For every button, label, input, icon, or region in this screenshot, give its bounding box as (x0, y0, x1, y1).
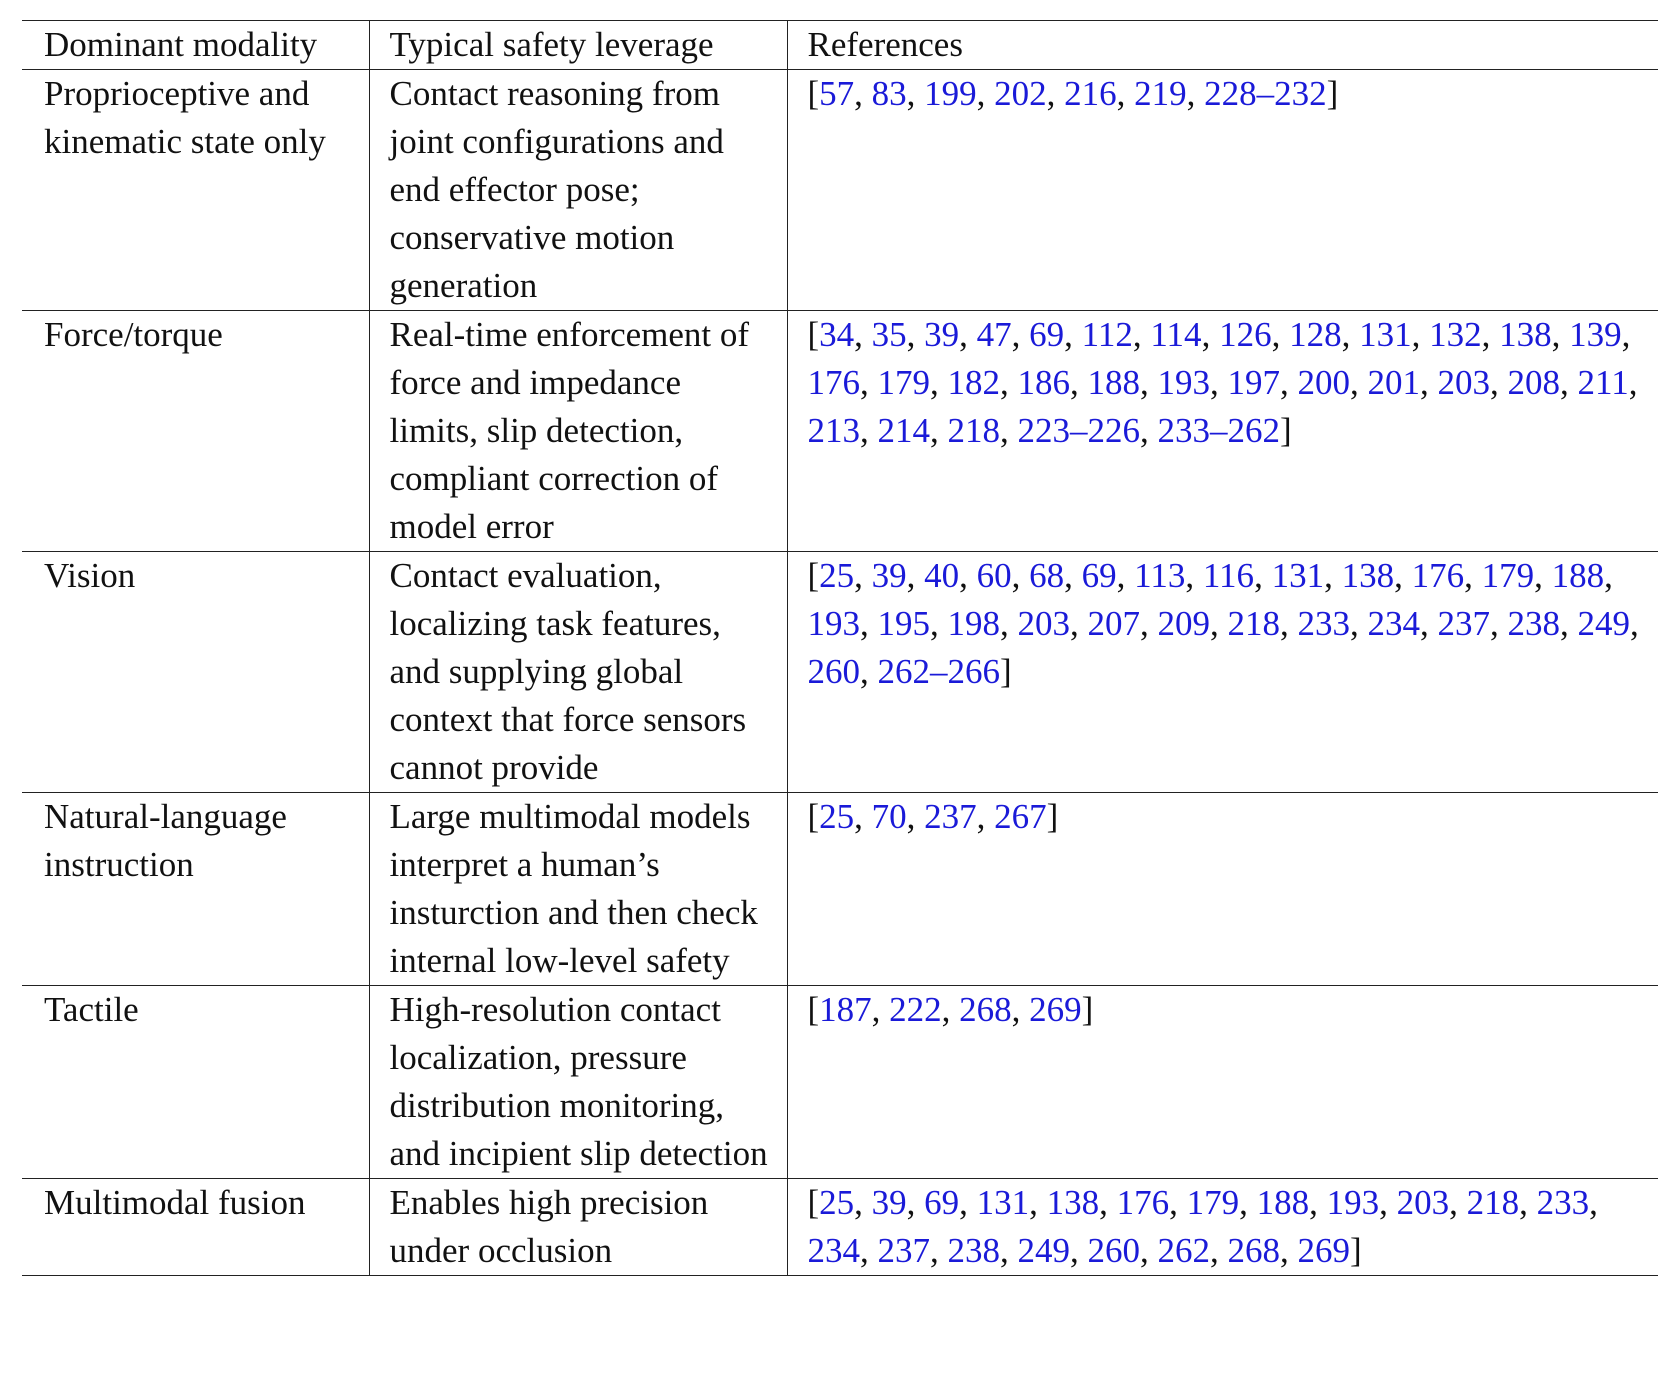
bracket-close: ] (1046, 797, 1059, 836)
reference-link[interactable]: 249 (1017, 1231, 1070, 1270)
leverage-cell: Large multimodal models interpret a human’s insturction and then check internal low-level safety (369, 793, 787, 986)
header-typical-safety-leverage: Typical safety leverage (369, 21, 787, 70)
reference-separator: , (1271, 315, 1290, 354)
modality-cell: Tactile (22, 986, 369, 1179)
reference-separator: , (1411, 315, 1430, 354)
reference-link[interactable]: 126 (1219, 315, 1272, 354)
bracket-close: ] (1326, 74, 1339, 113)
references-cell (787, 311, 1658, 552)
reference-link[interactable]: 70 (871, 797, 907, 836)
reference-link[interactable]: 34 (819, 315, 855, 354)
reference-separator: , (1379, 1183, 1397, 1222)
table-row (22, 986, 1658, 1179)
leverage-cell: Real-time enforcement of force and impedance limits, slip detection, compliant correction of model error (369, 311, 787, 552)
bracket-close: ] (1081, 990, 1094, 1029)
reference-link[interactable]: 131 (976, 1183, 1030, 1222)
reference-link[interactable]: 195 (877, 604, 930, 643)
reference-separator: , (1254, 556, 1272, 595)
reference-link[interactable]: 188 (1551, 556, 1605, 595)
reference-separator: , (1621, 315, 1631, 354)
reference-separator: , (1534, 556, 1552, 595)
reference-link[interactable]: 69 (924, 1183, 960, 1222)
reference-link[interactable]: 238 (947, 1231, 1000, 1270)
bracket-open: [ (807, 74, 820, 113)
reference-link[interactable]: 222 (889, 990, 942, 1029)
reference-separator: , (1420, 604, 1438, 643)
reference-link[interactable]: 179 (1186, 1183, 1240, 1222)
reference-separator: , (1070, 1231, 1088, 1270)
reference-separator: , (976, 797, 995, 836)
reference-link[interactable]: 214 (877, 411, 930, 450)
reference-separator: , (976, 74, 995, 113)
reference-separator: , (1070, 363, 1088, 402)
bracket-close: ] (1350, 1231, 1362, 1270)
reference-link[interactable]: 203 (1437, 363, 1490, 402)
modality-cell: Force/torque (22, 311, 369, 552)
reference-separator: , (1210, 604, 1228, 643)
reference-link[interactable]: 219 (1134, 74, 1187, 113)
reference-link[interactable]: 138 (1341, 556, 1395, 595)
reference-link[interactable]: 223–226 (1017, 411, 1140, 450)
reference-separator: , (1604, 556, 1613, 595)
bracket-close: ] (1280, 411, 1292, 450)
reference-link[interactable]: 218 (1466, 1183, 1520, 1222)
reference-link[interactable]: 238 (1507, 604, 1560, 643)
table-container (22, 20, 1658, 1276)
references-cell (787, 70, 1658, 311)
reference-link[interactable]: 234 (807, 1231, 860, 1270)
reference-separator: , (959, 315, 977, 354)
reference-link[interactable]: 193 (1157, 363, 1210, 402)
reference-link[interactable]: 237 (877, 1231, 930, 1270)
references-cell (787, 986, 1658, 1179)
leverage-cell: Enables high precision under occlusion (369, 1179, 787, 1276)
reference-link[interactable]: 233 (1536, 1183, 1590, 1222)
reference-link[interactable]: 139 (1569, 315, 1622, 354)
reference-link[interactable]: 25 (819, 1183, 855, 1222)
reference-link[interactable]: 182 (947, 363, 1000, 402)
reference-separator: , (1000, 411, 1018, 450)
reference-link[interactable]: 47 (976, 315, 1012, 354)
reference-link[interactable]: 218 (947, 411, 1000, 450)
reference-separator: , (1116, 556, 1135, 595)
reference-separator: , (1132, 315, 1151, 354)
reference-separator: , (1185, 556, 1203, 595)
reference-separator: , (1280, 363, 1298, 402)
reference-separator: , (906, 74, 925, 113)
reference-separator: , (1309, 1183, 1327, 1222)
reference-link[interactable]: 39 (871, 1183, 907, 1222)
reference-separator: , (854, 797, 872, 836)
reference-separator: , (860, 363, 878, 402)
reference-separator: , (1394, 556, 1412, 595)
reference-separator: , (1201, 315, 1220, 354)
reference-separator: , (1064, 556, 1082, 595)
modality-cell: Vision (22, 552, 369, 793)
reference-link[interactable]: 176 (1116, 1183, 1170, 1222)
reference-link[interactable]: 83 (871, 74, 907, 113)
reference-link[interactable]: 209 (1157, 604, 1210, 643)
reference-link[interactable]: 268 (959, 990, 1012, 1029)
reference-separator: , (1070, 604, 1088, 643)
reference-link[interactable]: 69 (1081, 556, 1117, 595)
reference-separator: , (1519, 1183, 1537, 1222)
reference-separator: , (1140, 411, 1158, 450)
reference-separator: , (854, 1183, 872, 1222)
reference-separator: , (930, 411, 948, 450)
reference-link[interactable]: 203 (1396, 1183, 1450, 1222)
reference-link[interactable]: 187 (819, 990, 872, 1029)
reference-separator: , (1350, 363, 1368, 402)
reference-separator: , (1210, 363, 1228, 402)
reference-separator: , (1140, 363, 1158, 402)
bracket-open: [ (807, 797, 820, 836)
table-row (22, 70, 1658, 311)
reference-separator: , (1140, 1231, 1158, 1270)
leverage-cell: Contact evaluation, localizing task features, and supplying global context that force sensors cannot provide (369, 552, 787, 793)
reference-link[interactable]: 39 (924, 315, 960, 354)
reference-separator: , (906, 315, 925, 354)
reference-link[interactable]: 113 (1134, 556, 1186, 595)
reference-link[interactable]: 193 (807, 604, 860, 643)
reference-separator: , (1560, 604, 1578, 643)
reference-separator: , (1011, 990, 1030, 1029)
reference-link[interactable]: 25 (819, 797, 855, 836)
reference-link[interactable]: 179 (877, 363, 930, 402)
reference-separator: , (1350, 604, 1368, 643)
reference-separator: , (860, 411, 878, 450)
reference-separator: , (941, 990, 960, 1029)
reference-separator: , (1560, 363, 1578, 402)
reference-link[interactable]: 207 (1087, 604, 1140, 643)
reference-link[interactable]: 35 (871, 315, 907, 354)
reference-separator: , (1551, 315, 1570, 354)
reference-link[interactable]: 57 (819, 74, 855, 113)
bracket-close: ] (1000, 652, 1012, 691)
reference-link[interactable]: 200 (1297, 363, 1350, 402)
reference-link[interactable]: 39 (871, 556, 907, 595)
references-cell (787, 793, 1658, 986)
reference-link[interactable]: 202 (994, 74, 1047, 113)
reference-separator: , (1011, 315, 1030, 354)
reference-separator: , (959, 556, 977, 595)
reference-separator: , (1011, 556, 1030, 595)
reference-separator: , (1341, 315, 1360, 354)
reference-separator: , (871, 990, 890, 1029)
reference-link[interactable]: 176 (1411, 556, 1465, 595)
reference-link[interactable]: 60 (976, 556, 1012, 595)
reference-link[interactable]: 131 (1271, 556, 1325, 595)
reference-link[interactable]: 267 (994, 797, 1047, 836)
modality-cell: Multimodal fusion (22, 1179, 369, 1276)
table-row (22, 552, 1658, 793)
reference-link[interactable]: 269 (1297, 1231, 1350, 1270)
reference-link[interactable]: 138 (1499, 315, 1552, 354)
reference-separator: , (1280, 604, 1298, 643)
reference-link[interactable]: 69 (1029, 315, 1065, 354)
reference-separator: , (1420, 363, 1438, 402)
reference-link[interactable]: 25 (819, 556, 855, 595)
reference-link[interactable]: 203 (1017, 604, 1070, 643)
reference-link[interactable]: 128 (1289, 315, 1342, 354)
reference-separator: , (1000, 363, 1018, 402)
bracket-open: [ (807, 315, 820, 354)
reference-link[interactable]: 138 (1046, 1183, 1100, 1222)
reference-link[interactable]: 216 (1064, 74, 1117, 113)
reference-separator: , (1000, 604, 1018, 643)
reference-separator: , (930, 363, 948, 402)
reference-separator: , (1000, 1231, 1018, 1270)
reference-separator: , (1064, 315, 1082, 354)
reference-separator: , (1169, 1183, 1187, 1222)
reference-link[interactable]: 237 (924, 797, 977, 836)
reference-separator: , (1239, 1183, 1257, 1222)
reference-link[interactable]: 188 (1256, 1183, 1310, 1222)
references-cell (787, 552, 1658, 793)
reference-separator: , (906, 797, 925, 836)
reference-link[interactable]: 131 (1359, 315, 1412, 354)
modality-references-table (22, 20, 1658, 1276)
reference-link[interactable]: 193 (1326, 1183, 1380, 1222)
reference-separator: , (860, 604, 878, 643)
reference-link[interactable]: 268 (1227, 1231, 1280, 1270)
reference-separator: , (1046, 74, 1065, 113)
reference-link[interactable]: 228–232 (1204, 74, 1327, 113)
reference-separator: , (1449, 1183, 1467, 1222)
reference-separator: , (1630, 604, 1639, 643)
reference-separator: , (930, 604, 948, 643)
reference-separator: , (854, 315, 872, 354)
reference-separator: , (1186, 74, 1205, 113)
reference-separator: , (959, 1183, 977, 1222)
reference-separator: , (1589, 1183, 1598, 1222)
reference-link[interactable]: 260 (807, 652, 860, 691)
header-dominant-modality: Dominant modality (22, 21, 369, 70)
reference-link[interactable]: 249 (1577, 604, 1630, 643)
reference-separator: , (860, 652, 878, 691)
reference-link[interactable]: 188 (1087, 363, 1140, 402)
reference-separator: , (1490, 363, 1508, 402)
reference-link[interactable]: 199 (924, 74, 977, 113)
reference-link[interactable]: 179 (1481, 556, 1535, 595)
table-row (22, 793, 1658, 986)
references-cell (787, 1179, 1658, 1276)
reference-separator: , (1490, 604, 1508, 643)
reference-link[interactable]: 201 (1367, 363, 1420, 402)
reference-link[interactable]: 40 (924, 556, 960, 595)
bracket-open: [ (807, 1183, 820, 1222)
bracket-open: [ (807, 556, 820, 595)
leverage-cell: Contact reasoning from joint configurations and end effector pose; conservative motion generation (369, 70, 787, 311)
reference-link[interactable]: 260 (1087, 1231, 1140, 1270)
reference-separator: , (854, 74, 872, 113)
reference-link[interactable]: 112 (1081, 315, 1133, 354)
reference-separator: , (854, 556, 872, 595)
reference-link[interactable]: 262 (1157, 1231, 1210, 1270)
reference-separator: , (1029, 1183, 1047, 1222)
reference-link[interactable]: 262–266 (877, 652, 1000, 691)
reference-link[interactable]: 186 (1017, 363, 1070, 402)
reference-link[interactable]: 211 (1577, 363, 1629, 402)
reference-separator: , (1481, 315, 1500, 354)
reference-separator: , (1464, 556, 1482, 595)
reference-link[interactable]: 116 (1202, 556, 1255, 595)
reference-separator: , (1324, 556, 1342, 595)
reference-link[interactable]: 132 (1429, 315, 1482, 354)
reference-separator: , (1140, 604, 1158, 643)
reference-separator: , (1280, 1231, 1298, 1270)
header-row (22, 21, 1658, 70)
modality-cell: Natural-language instruction (22, 793, 369, 986)
bracket-open: [ (807, 990, 820, 1029)
reference-separator: , (906, 556, 925, 595)
reference-separator: , (1210, 1231, 1228, 1270)
reference-link[interactable]: 233 (1297, 604, 1350, 643)
reference-separator: , (860, 1231, 878, 1270)
table-row (22, 1179, 1658, 1276)
reference-link[interactable]: 197 (1227, 363, 1280, 402)
reference-link[interactable]: 269 (1029, 990, 1082, 1029)
reference-link[interactable]: 114 (1150, 315, 1202, 354)
header-references: References (787, 21, 1658, 70)
reference-link[interactable]: 213 (807, 411, 860, 450)
reference-separator: , (906, 1183, 925, 1222)
reference-separator: , (1099, 1183, 1117, 1222)
reference-separator: , (930, 1231, 948, 1270)
reference-link[interactable]: 237 (1437, 604, 1490, 643)
modality-cell: Proprioceptive and kinematic state only (22, 70, 369, 311)
reference-link[interactable]: 68 (1029, 556, 1065, 595)
reference-link[interactable]: 198 (947, 604, 1000, 643)
reference-link[interactable]: 208 (1507, 363, 1560, 402)
reference-separator: , (1628, 363, 1638, 402)
reference-link[interactable]: 218 (1227, 604, 1280, 643)
table-row (22, 311, 1658, 552)
reference-link[interactable]: 234 (1367, 604, 1420, 643)
leverage-cell: High-resolution contact localization, pressure distribution monitoring, and incipient slip detection (369, 986, 787, 1179)
reference-separator: , (1116, 74, 1135, 113)
reference-link[interactable]: 176 (807, 363, 860, 402)
reference-link[interactable]: 233–262 (1157, 411, 1280, 450)
